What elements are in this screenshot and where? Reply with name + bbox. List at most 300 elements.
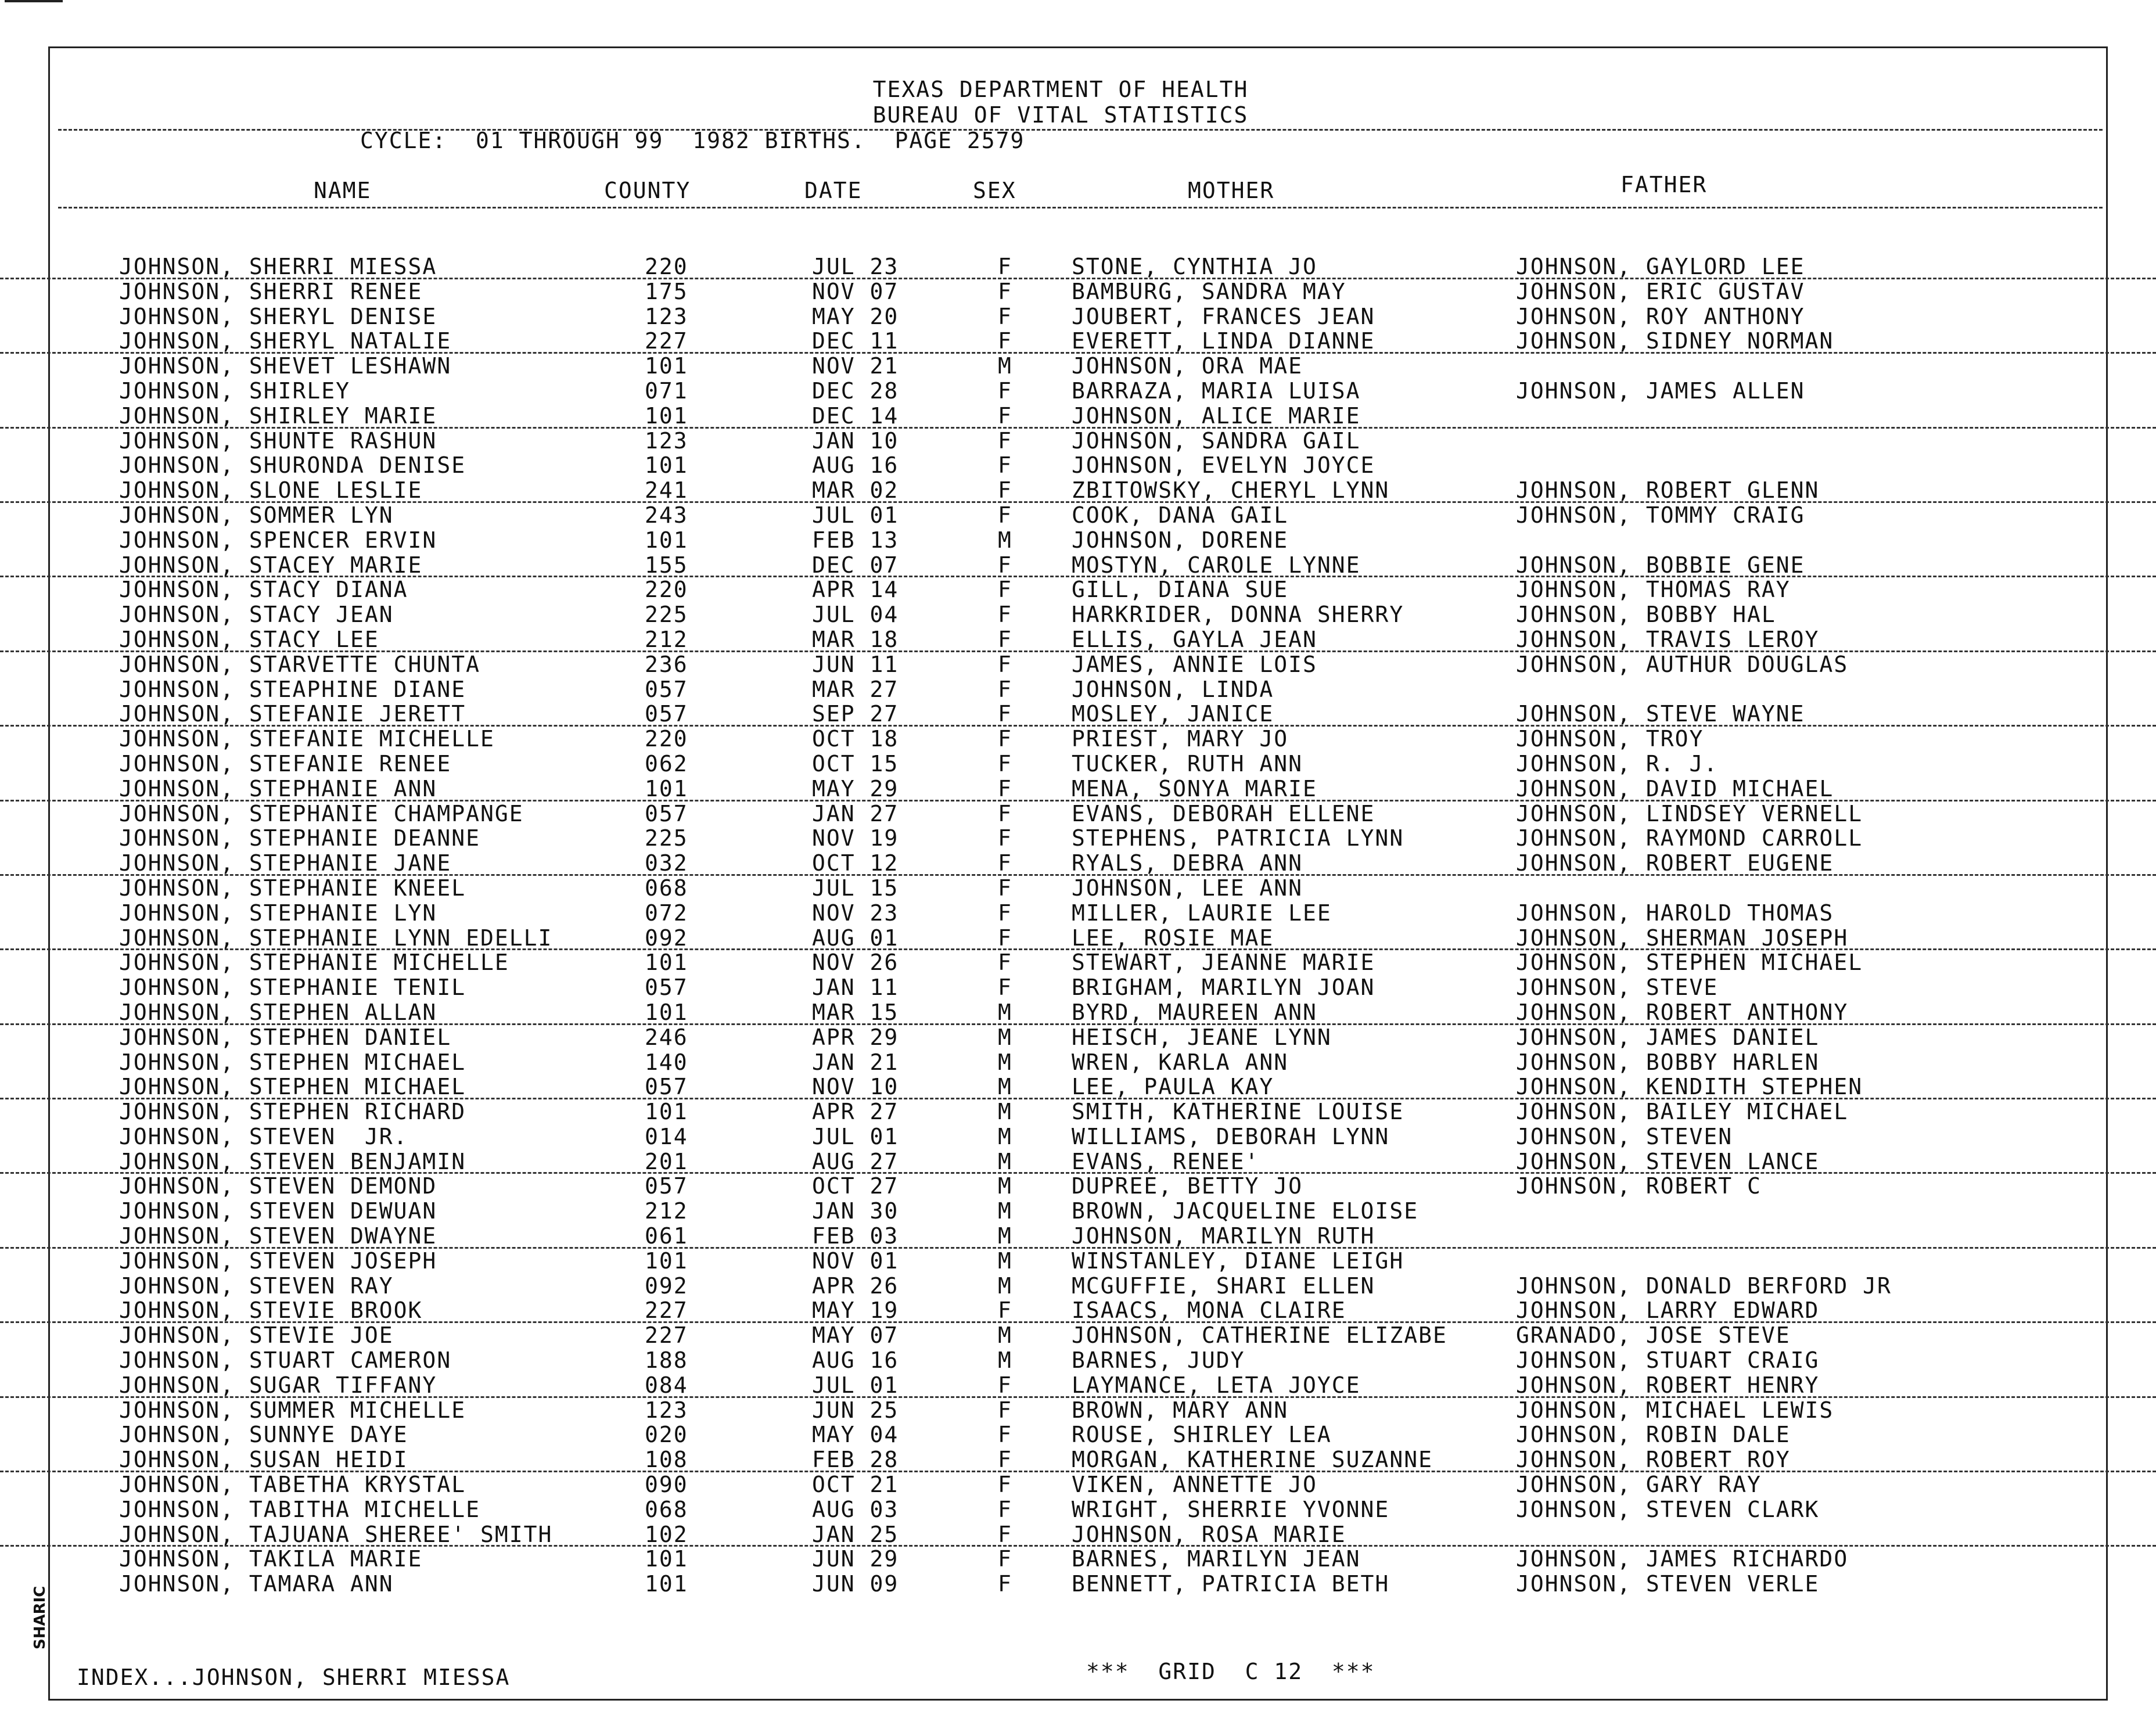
cell-name: JOHNSON, STEPHEN MICHAEL [119,1074,466,1100]
cell-name: JOHNSON, STEVEN DWAYNE [119,1223,437,1249]
cell-date: JAN 21 [812,1049,899,1075]
cell-father: JOHNSON, TRAVIS LEROY [1516,626,1820,652]
cell-father: JOHNSON, STEPHEN MICHAEL [1516,950,1863,976]
cell-county: 241 [645,477,688,504]
cell-date: AUG 27 [812,1148,899,1174]
cell-county: 062 [645,750,688,777]
cell-mother: GILL, DIANA SUE [1072,577,1289,603]
cell-name: JOHNSON, STEPHANIE MICHELLE [119,950,509,976]
cell-name: JOHNSON, STEPHANIE TENIL [119,975,466,1001]
cell-father: JOHNSON, ROBERT C [1516,1173,1762,1199]
cell-date: AUG 16 [812,1347,899,1374]
cell-name: JOHNSON, STEPHANIE KNEEL [119,875,466,901]
cell-sex: M [998,1024,1012,1050]
cell-date: DEC 11 [812,328,899,354]
cell-county: 212 [645,1198,688,1224]
cell-name: JOHNSON, SUNNYE DAYE [119,1422,408,1448]
cell-date: NOV 10 [812,1074,899,1100]
cell-father: JOHNSON, ROY ANTHONY [1516,303,1805,329]
cell-father: JOHNSON, STEVE [1516,975,1719,1001]
cell-mother: BYRD, MAUREEN ANN [1072,999,1317,1025]
cell-mother: EVANS, RENEE' [1072,1148,1260,1174]
table-row [0,1497,2156,1522]
cell-mother: LAYMANCE, LETA JOYCE [1072,1372,1361,1398]
cell-county: 072 [645,900,688,926]
cell-name: JOHNSON, SUGAR TIFFANY [119,1372,437,1398]
cell-name: JOHNSON, STEPHANIE DEANNE [119,825,480,851]
cell-mother: JOHNSON, LINDA [1072,676,1274,702]
table-row [0,1099,2156,1124]
cell-sex: F [998,875,1012,901]
table-row [0,950,2156,975]
cell-date: DEC 28 [812,378,899,404]
cell-sex: F [998,1422,1012,1448]
cell-father: JOHNSON, ROBERT GLENN [1516,477,1820,504]
cell-father: JOHNSON, SIDNEY NORMAN [1516,328,1834,354]
cell-county: 068 [645,875,688,901]
cell-father: JOHNSON, JAMES DANIEL [1516,1024,1820,1050]
cell-mother: JAMES, ANNIE LOIS [1072,651,1317,677]
cell-father: JOHNSON, AUTHUR DOUGLAS [1516,651,1849,677]
cell-sex: M [998,1248,1012,1274]
cell-county: 014 [645,1123,688,1149]
column-header-date: DATE [804,178,863,203]
grid-footer: *** GRID C 12 *** [1086,1659,1375,1684]
cell-mother: JOHNSON, ALICE MARIE [1072,402,1361,429]
cell-name: JOHNSON, SHERRI RENEE [119,278,423,304]
cell-mother: BARNES, JUDY [1072,1347,1245,1374]
table-row [0,304,2156,329]
table-row [0,503,2156,528]
cell-name: JOHNSON, STEPHEN DANIEL [119,1024,452,1050]
cell-mother: JOHNSON, SANDRA GAIL [1072,427,1361,454]
cell-father: JOHNSON, DONALD BERFORD JR [1516,1273,1892,1299]
cell-name: JOHNSON, STEVEN DEMOND [119,1173,437,1199]
cell-date: OCT 18 [812,726,899,752]
table-row [0,1149,2156,1174]
cell-county: 102 [645,1521,688,1547]
cell-sex: M [998,1322,1012,1349]
cell-county: 092 [645,925,688,951]
cell-sex: F [998,800,1012,826]
cell-sex: F [998,825,1012,851]
cell-father: JOHNSON, SHERMAN JOSEPH [1516,925,1849,951]
table-row [0,727,2156,752]
cell-date: MAY 04 [812,1422,899,1448]
cell-sex: M [998,999,1012,1025]
cell-sex: M [998,527,1012,553]
table-row [0,1000,2156,1025]
cell-mother: JOUBERT, FRANCES JEAN [1072,303,1375,329]
cell-date: DEC 14 [812,402,899,429]
cell-mother: BRIGHAM, MARILYN JOAN [1072,975,1375,1001]
cell-sex: F [998,278,1012,304]
cell-sex: F [998,651,1012,677]
cell-mother: STEPHENS, PATRICIA LYNN [1072,825,1404,851]
cell-sex: F [998,477,1012,504]
table-row [0,1323,2156,1348]
cell-name: JOHNSON, SHERYL NATALIE [119,328,452,354]
cell-father: JOHNSON, STEVE WAYNE [1516,701,1805,727]
cell-county: 101 [645,1099,688,1125]
cell-sex: M [998,1198,1012,1224]
table-row [0,1274,2156,1299]
table-row [0,379,2156,404]
cell-name: JOHNSON, SHERRI MIESSA [119,254,437,279]
cell-mother: TUCKER, RUTH ANN [1072,750,1303,777]
cell-county: 090 [645,1472,688,1498]
table-row [0,926,2156,951]
cell-name: JOHNSON, STEVEN RAY [119,1273,394,1299]
cell-name: JOHNSON, STEPHEN RICHARD [119,1099,466,1125]
cell-father: JOHNSON, THOMAS RAY [1516,577,1791,603]
table-row [0,627,2156,652]
cell-sex: F [998,1521,1012,1547]
cell-sex: F [998,602,1012,628]
cell-county: 101 [645,1546,688,1572]
cell-name: JOHNSON, SHURONDA DENISE [119,452,466,479]
cell-name: JOHNSON, STEVEN DEWUAN [119,1198,437,1224]
cell-date: FEB 28 [812,1447,899,1473]
cell-mother: PRIEST, MARY JO [1072,726,1289,752]
cell-father: JOHNSON, BOBBIE GENE [1516,552,1805,578]
cell-date: JAN 30 [812,1198,899,1224]
table-row [0,1373,2156,1398]
cell-sex: F [998,1447,1012,1473]
cell-mother: MCGUFFIE, SHARI ELLEN [1072,1273,1375,1299]
cell-county: 057 [645,1074,688,1100]
cell-name: JOHNSON, SHUNTE RASHUN [119,427,437,454]
cell-name: JOHNSON, SHIRLEY [119,378,351,404]
cell-date: NOV 23 [812,900,899,926]
table-row [0,1025,2156,1050]
table-row [0,1199,2156,1224]
table-row [0,1422,2156,1447]
cell-father: JOHNSON, HAROLD THOMAS [1516,900,1834,926]
index-footer: INDEX...JOHNSON, SHERRI MIESSA [77,1665,511,1690]
column-header-mother: MOTHER [1188,178,1275,203]
cell-county: 225 [645,602,688,628]
table-row [0,1174,2156,1199]
cell-sex: F [998,775,1012,801]
cell-date: OCT 21 [812,1472,899,1498]
cell-name: JOHNSON, STEPHEN MICHAEL [119,1049,466,1075]
cell-date: AUG 16 [812,452,899,479]
cell-date: MAY 07 [812,1322,899,1349]
table-row [0,1398,2156,1423]
cell-name: JOHNSON, STEPHANIE CHAMPANGE [119,800,524,826]
cell-name: JOHNSON, STACY LEE [119,626,379,652]
cell-date: AUG 03 [812,1496,899,1522]
cell-name: JOHNSON, TABETHA KRYSTAL [119,1472,466,1498]
cell-name: JOHNSON, TAKILA MARIE [119,1546,423,1572]
cell-sex: F [998,427,1012,454]
cell-date: NOV 01 [812,1248,899,1274]
cell-county: 084 [645,1372,688,1398]
cell-father: JOHNSON, ROBERT HENRY [1516,1372,1820,1398]
cell-name: JOHNSON, STEVEN JR. [119,1123,408,1149]
cell-father: JOHNSON, JAMES ALLEN [1516,378,1805,404]
cell-county: 140 [645,1049,688,1075]
cell-father: JOHNSON, GARY RAY [1516,1472,1762,1498]
cell-mother: MOSLEY, JANICE [1072,701,1274,727]
cell-father: JOHNSON, R. J. [1516,750,1719,777]
table-row [0,1348,2156,1373]
table-row [0,975,2156,1000]
cell-county: 101 [645,353,688,379]
cell-name: JOHNSON, STEVEN JOSEPH [119,1248,437,1274]
cell-mother: ISAACS, MONA CLAIRE [1072,1297,1346,1324]
cell-county: 101 [645,1248,688,1274]
cell-county: 092 [645,1273,688,1299]
top-edge-mark [5,0,63,2]
cell-father: GRANADO, JOSE STEVE [1516,1322,1791,1349]
cell-county: 108 [645,1447,688,1473]
table-row [0,876,2156,901]
cell-date: JUL 23 [812,254,899,279]
cell-sex: F [998,552,1012,578]
cell-sex: F [998,254,1012,279]
table-row [0,826,2156,851]
report-subtitle: BUREAU OF VITAL STATISTICS [872,102,1249,128]
cell-sex: F [998,1397,1012,1423]
cell-sex: F [998,1297,1012,1324]
cell-date: APR 29 [812,1024,899,1050]
cell-name: JOHNSON, SLONE LESLIE [119,477,423,504]
cell-date: MAR 18 [812,626,899,652]
cycle-info: CYCLE: 01 THROUGH 99 1982 BIRTHS. PAGE 2579 [360,128,1025,153]
records-table [0,254,2156,1597]
cell-father: JOHNSON, BAILEY MICHAEL [1516,1099,1849,1125]
cell-date: APR 14 [812,577,899,603]
cell-date: JUL 15 [812,875,899,901]
cell-mother: JOHNSON, ROSA MARIE [1072,1521,1346,1547]
column-header-divider [58,207,2103,209]
cell-sex: F [998,303,1012,329]
cell-date: JAN 10 [812,427,899,454]
cell-county: 246 [645,1024,688,1050]
cell-sex: M [998,1148,1012,1174]
cell-sex: M [998,1273,1012,1299]
cell-date: SEP 27 [812,701,899,727]
cell-name: JOHNSON, STEPHANIE LYN [119,900,437,926]
cell-county: 227 [645,1322,688,1349]
cell-mother: DUPREE, BETTY JO [1072,1173,1303,1199]
cell-date: APR 26 [812,1273,899,1299]
cell-county: 236 [645,651,688,677]
cell-date: JAN 25 [812,1521,899,1547]
cell-county: 101 [645,950,688,976]
table-row [0,1224,2156,1249]
cell-name: JOHNSON, TAJUANA SHEREE' SMITH [119,1521,553,1547]
cell-name: JOHNSON, STEPHANIE ANN [119,775,437,801]
cell-mother: BARNES, MARILYN JEAN [1072,1546,1361,1572]
cell-date: OCT 15 [812,750,899,777]
cell-date: MAY 20 [812,303,899,329]
cell-county: 101 [645,527,688,553]
cell-county: 227 [645,1297,688,1324]
cell-name: JOHNSON, TAMARA ANN [119,1571,394,1597]
cell-name: JOHNSON, SUMMER MICHELLE [119,1397,466,1423]
cell-name: JOHNSON, STARVETTE CHUNTA [119,651,480,677]
cell-name: JOHNSON, STEVEN BENJAMIN [119,1148,466,1174]
cell-county: 101 [645,452,688,479]
cell-sex: F [998,1571,1012,1597]
cell-date: DEC 07 [812,552,899,578]
cell-sex: M [998,1074,1012,1100]
cell-father: JOHNSON, STEVEN VERLE [1516,1571,1820,1597]
cell-county: 057 [645,1173,688,1199]
cell-mother: MILLER, LAURIE LEE [1072,900,1332,926]
table-row [0,577,2156,602]
cell-date: OCT 12 [812,850,899,876]
cell-sex: F [998,1372,1012,1398]
cell-mother: EVANS, DEBORAH ELLENE [1072,800,1375,826]
cell-mother: MORGAN, KATHERINE SUZANNE [1072,1447,1433,1473]
cell-mother: JOHNSON, MARILYN RUTH [1072,1223,1375,1249]
cell-date: MAR 27 [812,676,899,702]
table-row [0,1472,2156,1497]
cell-date: JUL 01 [812,1123,899,1149]
cell-sex: F [998,577,1012,603]
cell-county: 061 [645,1223,688,1249]
cell-father: JOHNSON, MICHAEL LEWIS [1516,1397,1834,1423]
cell-date: JUN 11 [812,651,899,677]
cell-county: 123 [645,303,688,329]
side-label: SHARIC [31,1586,49,1649]
cell-date: AUG 01 [812,925,899,951]
table-row [0,801,2156,826]
cell-father: JOHNSON, BOBBY HARLEN [1516,1049,1820,1075]
cell-name: JOHNSON, STACY JEAN [119,602,394,628]
cell-county: 032 [645,850,688,876]
cell-date: JAN 27 [812,800,899,826]
cell-father: JOHNSON, GAYLORD LEE [1516,254,1805,279]
cell-father: JOHNSON, DAVID MICHAEL [1516,775,1834,801]
table-row [0,478,2156,503]
cell-mother: MOSTYN, CAROLE LYNNE [1072,552,1361,578]
cell-father: JOHNSON, KENDITH STEPHEN [1516,1074,1863,1100]
cell-name: JOHNSON, TABITHA MICHELLE [119,1496,480,1522]
cell-sex: F [998,378,1012,404]
cell-county: 225 [645,825,688,851]
cell-name: JOHNSON, STEVIE JOE [119,1322,394,1349]
cell-name: JOHNSON, SHERYL DENISE [119,303,437,329]
cell-date: JUN 25 [812,1397,899,1423]
cell-date: MAR 02 [812,477,899,504]
table-row [0,901,2156,926]
cell-county: 101 [645,1571,688,1597]
cell-mother: COOK, DANA GAIL [1072,502,1289,528]
cell-father: JOHNSON, JAMES RICHARDO [1516,1546,1849,1572]
cell-date: FEB 03 [812,1223,899,1249]
cell-sex: F [998,726,1012,752]
cell-name: JOHNSON, STEFANIE MICHELLE [119,726,495,752]
cell-name: JOHNSON, SHEVET LESHAWN [119,353,452,379]
cell-county: 201 [645,1148,688,1174]
table-row [0,404,2156,429]
cell-sex: M [998,1223,1012,1249]
cell-father: JOHNSON, LARRY EDWARD [1516,1297,1820,1324]
cell-date: JUN 29 [812,1546,899,1572]
table-row [0,1050,2156,1075]
report-title: TEXAS DEPARTMENT OF HEALTH [872,77,1249,102]
cell-mother: EVERETT, LINDA DIANNE [1072,328,1375,354]
cell-date: MAR 15 [812,999,899,1025]
cell-sex: M [998,1347,1012,1374]
cell-name: JOHNSON, STUART CAMERON [119,1347,452,1374]
cell-sex: F [998,701,1012,727]
cell-name: JOHNSON, SOMMER LYN [119,502,394,528]
cell-county: 227 [645,328,688,354]
cell-sex: F [998,502,1012,528]
table-row [0,1298,2156,1323]
cell-sex: F [998,850,1012,876]
cell-sex: F [998,676,1012,702]
table-row [0,777,2156,801]
cell-name: JOHNSON, STEPHANIE LYNN EDELLI [119,925,553,951]
cell-county: 101 [645,775,688,801]
cell-mother: STEWART, JEANNE MARIE [1072,950,1375,976]
cell-date: NOV 07 [812,278,899,304]
table-row [0,1074,2156,1099]
cell-mother: JOHNSON, CATHERINE ELIZABE [1072,1322,1447,1349]
cell-county: 155 [645,552,688,578]
column-header-father: FATHER [1620,172,1708,197]
cell-mother: BARRAZA, MARIA LUISA [1072,378,1361,404]
cell-date: MAY 29 [812,775,899,801]
table-row [0,279,2156,304]
cell-name: JOHNSON, STEFANIE JERETT [119,701,466,727]
table-row [0,652,2156,677]
table-row [0,702,2156,727]
cell-sex: F [998,452,1012,479]
cell-name: JOHNSON, STEVIE BROOK [119,1297,423,1324]
cell-mother: HARKRIDER, DONNA SHERRY [1072,602,1404,628]
cell-mother: JOHNSON, ORA MAE [1072,353,1303,379]
cell-father: JOHNSON, TROY [1516,726,1704,752]
cell-father: JOHNSON, TOMMY CRAIG [1516,502,1805,528]
cell-county: 220 [645,254,688,279]
cell-mother: STONE, CYNTHIA JO [1072,254,1317,279]
cell-county: 123 [645,1397,688,1423]
cell-father: JOHNSON, ROBERT ROY [1516,1447,1791,1473]
cell-mother: MENA, SONYA MARIE [1072,775,1317,801]
cell-mother: JOHNSON, DORENE [1072,527,1289,553]
table-row [0,1547,2156,1572]
cell-date: OCT 27 [812,1173,899,1199]
cell-sex: F [998,1472,1012,1498]
cell-county: 071 [645,378,688,404]
cell-county: 057 [645,975,688,1001]
cell-father: JOHNSON, ROBERT ANTHONY [1516,999,1849,1025]
cell-sex: F [998,402,1012,429]
cell-sex: F [998,328,1012,354]
cell-mother: JOHNSON, LEE ANN [1072,875,1303,901]
cell-date: APR 27 [812,1099,899,1125]
cell-father: JOHNSON, STEVEN LANCE [1516,1148,1820,1174]
cell-sex: F [998,950,1012,976]
cell-sex: F [998,1496,1012,1522]
cell-sex: F [998,975,1012,1001]
table-row [0,453,2156,478]
cell-date: NOV 21 [812,353,899,379]
cell-sex: M [998,1123,1012,1149]
cell-mother: VIKEN, ANNETTE JO [1072,1472,1317,1498]
cell-father: JOHNSON, ERIC GUSTAV [1516,278,1805,304]
cell-name: JOHNSON, STEFANIE RENEE [119,750,452,777]
table-row [0,1447,2156,1472]
